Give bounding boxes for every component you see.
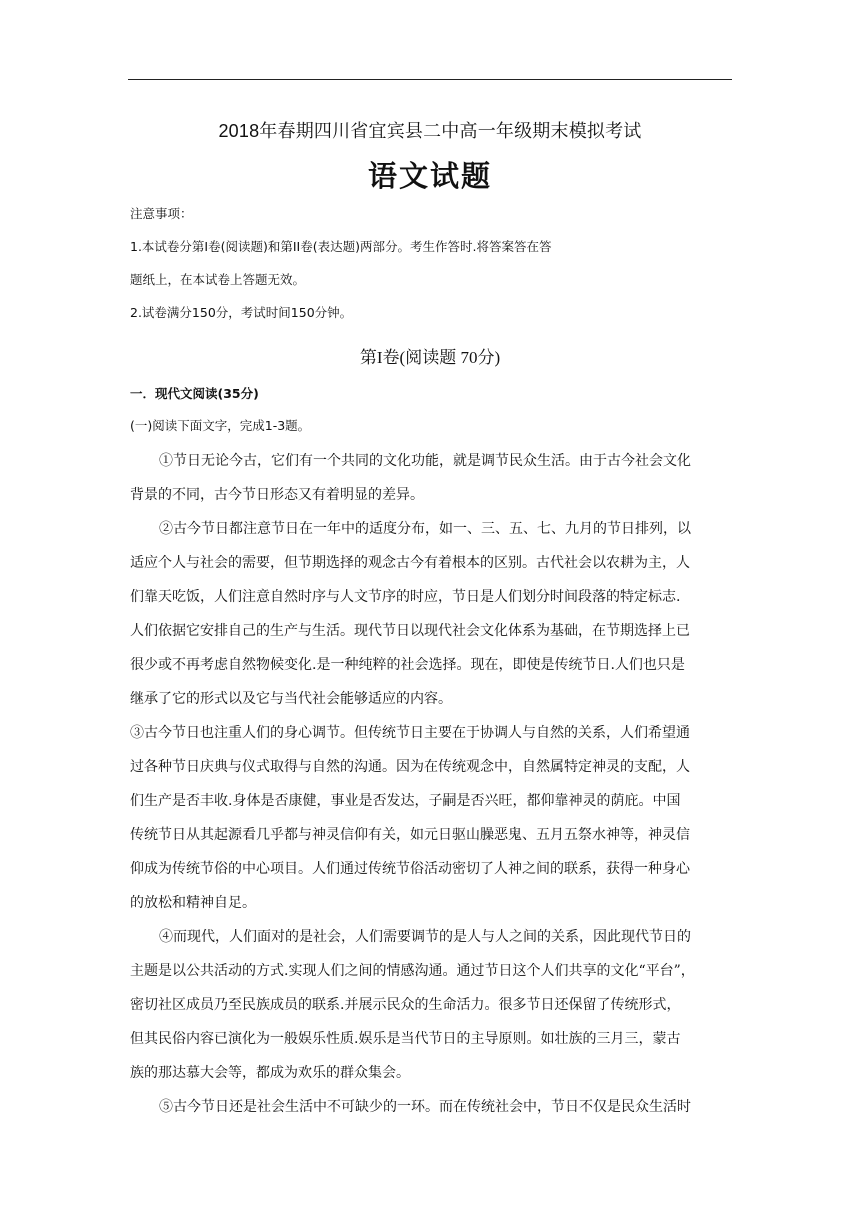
- passage-line: ④而现代，人们面对的是社会，人们需要调节的是人与人之间的关系，因此现代节日的: [159, 929, 691, 945]
- passage-line: 密切社区成员乃至民族成员的联系.并展示民众的生命活力。很多节日还保留了传统形式，: [130, 997, 681, 1013]
- passage-line: ⑤古今节日还是社会生活中不可缺少的一环。而在传统社会中，节日不仅是民众生活时: [159, 1099, 691, 1115]
- passage-line: 们生产是否丰收.身体是否康健，事业是否发达，子嗣是否兴旺，都仰靠神灵的荫庇。中国: [130, 793, 681, 809]
- passage-line: 的放松和精神自足。: [130, 895, 256, 911]
- passage-line: 们靠天吃饭，人们注意自然时序与人文节序的时应，节日是人们划分时间段落的特定标志.: [130, 589, 681, 605]
- passage-line: 人们依据它安排自己的生产与生活。现代节日以现代社会文化体系为基础，在节期选择上已: [130, 623, 690, 639]
- passage-line: 但其民俗内容已演化为一般娱乐性质.娱乐是当代节日的主导原则。如壮族的三月三，蒙古: [130, 1031, 681, 1047]
- part1-heading: 第I卷(阅读题 70分): [359, 348, 501, 367]
- subject-title: 语文试题: [367, 159, 492, 193]
- passage-line: ③古今节日也注重人们的身心调节。但传统节日主要在于协调人与自然的关系，人们希望通: [130, 725, 690, 741]
- passage-line: 仰成为传统节俗的中心项目。人们通过传统节俗活动密切了人神之间的联系，获得一种身心: [130, 861, 690, 877]
- notes-heading: 注意事项：: [130, 206, 193, 221]
- passage-line: ①节日无论今古，它们有一个共同的文化功能，就是调节民众生活。由于古今社会文化: [159, 453, 691, 469]
- passage-line: 适应个人与社会的需要，但节期选择的观念古今有着根本的区别。古代社会以农耕为主，人: [130, 555, 690, 571]
- passage-line: ②古今节日都注意节日在一年中的适度分布，如一、三、五、七、九月的节日排列，以: [159, 521, 691, 537]
- note-item-1-line-1: 1.本试卷分第Ⅰ卷(阅读题)和第II卷(表达题)两部分。考生作答时.将答案答在答: [130, 239, 552, 254]
- passage-line: 族的那达慕大会等，都成为欢乐的群众集会。: [130, 1065, 410, 1081]
- passage-line: 传统节日从其起源看几乎都与神灵信仰有关，如元日驱山臊恶鬼、五月五祭水神等，神灵信: [130, 827, 690, 843]
- passage-line: 背景的不同，古今节日形态又有着明显的差异。: [130, 487, 424, 503]
- exam-title: 2018年春期四川省宜宾县二中高一年级期末模拟考试: [218, 121, 642, 141]
- reading-instruction: (一)阅读下面文字，完成1-3题。: [130, 418, 311, 433]
- note-item-2: 2.试卷满分150分，考试时间150分钟。: [130, 305, 353, 320]
- section1-heading: 一．现代文阅读(35分): [130, 386, 259, 401]
- header-rule: [128, 79, 732, 80]
- note-item-1-line-2: 题纸上，在本试卷上答题无效。: [130, 272, 306, 287]
- passage-line: 继承了它的形式以及它与当代社会能够适应的内容。: [130, 691, 452, 707]
- passage-line: 过各种节日庆典与仪式取得与自然的沟通。因为在传统观念中，自然属特定神灵的支配，人: [130, 759, 690, 775]
- passage-line: 主题是以公共活动的方式.实现人们之间的情感沟通。通过节日这个人们共享的文化“平台”，: [130, 963, 695, 979]
- passage-line: 很少或不再考虑自然物候变化.是一种纯粹的社会选择。现在，即使是传统节日.人们也只是: [130, 657, 685, 673]
